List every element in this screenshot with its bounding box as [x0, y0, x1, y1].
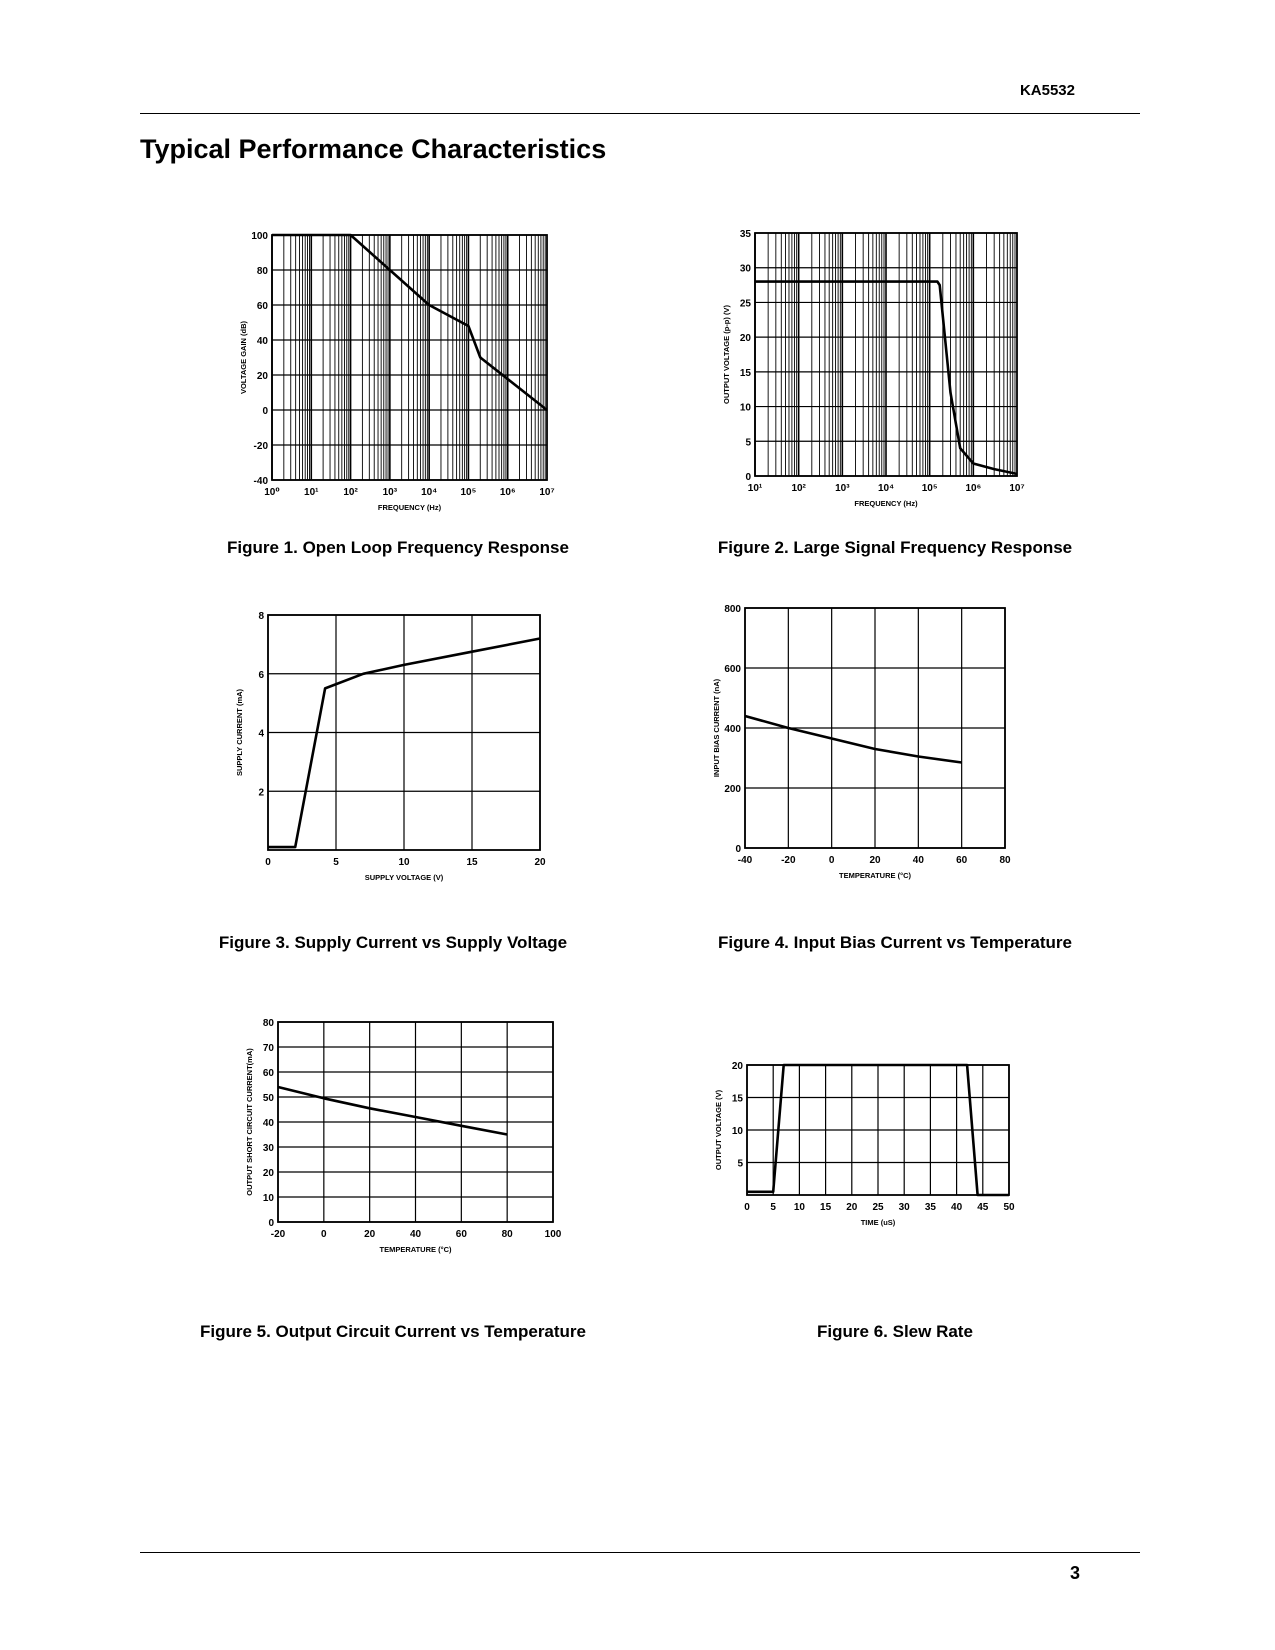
- page-title: Typical Performance Characteristics: [140, 134, 607, 164]
- y-tick-label: 800: [724, 604, 741, 615]
- y-tick-label: 60: [256, 301, 268, 312]
- y-tick-label: 10: [262, 1193, 274, 1204]
- y-tick-label: 10: [731, 1126, 743, 1137]
- x-tick-label: 10¹: [747, 483, 763, 494]
- y-axis-label: OUTPUT VOLTAGE (p-p) (V): [722, 305, 731, 404]
- figure-3-caption: Figure 3. Supply Current vs Supply Voltage: [218, 933, 568, 952]
- x-tick-label: 25: [872, 1202, 884, 1213]
- y-tick-label: 80: [262, 1018, 274, 1029]
- x-tick-label: 0: [744, 1202, 750, 1213]
- x-axis-label: SUPPLY VOLTAGE (V): [364, 873, 444, 882]
- figure-2: [722, 225, 1055, 525]
- y-tick-label: 0: [735, 844, 741, 855]
- x-tick-label: 30: [898, 1202, 910, 1213]
- x-tick-label: 20: [534, 857, 546, 868]
- x-tick-label: 0: [265, 857, 271, 868]
- x-tick-label: 10⁵: [921, 483, 938, 494]
- x-tick-label: 10²: [791, 483, 806, 494]
- x-tick-label: 40: [951, 1202, 963, 1213]
- x-tick-label: 0: [321, 1229, 327, 1240]
- y-axis-label: SUPPLY CURRENT (mA): [235, 688, 244, 777]
- x-axis-label: FREQUENCY (Hz): [854, 499, 918, 508]
- open-loop-frequency-chart: [240, 225, 560, 515]
- figure-6-caption: Figure 6. Slew Rate: [817, 1322, 973, 1341]
- x-tick-label: 10⁶: [499, 487, 516, 498]
- x-tick-label: 100: [544, 1229, 562, 1240]
- y-tick-label: 400: [724, 724, 741, 735]
- y-axis-label: OUTPUT SHORT CIRCUIT CURRENT(mA): [245, 1048, 254, 1196]
- y-tick-label: 60: [262, 1068, 274, 1079]
- x-axis-label: FREQUENCY (Hz): [377, 503, 442, 512]
- x-tick-label: 10⁷: [539, 487, 555, 498]
- figure-5-caption: Figure 5. Output Circuit Current vs Temperature: [199, 1322, 587, 1341]
- x-tick-label: -40: [737, 855, 753, 866]
- x-tick-label: 10: [793, 1202, 805, 1213]
- x-tick-label: 15: [820, 1202, 832, 1213]
- x-tick-label: 5: [333, 857, 339, 868]
- y-tick-label: 70: [262, 1043, 274, 1054]
- x-tick-label: 20: [869, 855, 881, 866]
- y-tick-label: 15: [731, 1093, 743, 1105]
- y-tick-label: 30: [262, 1143, 274, 1154]
- x-tick-label: 20: [846, 1202, 858, 1213]
- y-tick-label: 80: [256, 266, 268, 277]
- figure-4-caption: Figure 4. Input Bias Current vs Temperature: [718, 933, 1072, 952]
- x-tick-label: 10⁴: [421, 487, 438, 498]
- figure-5: [240, 1012, 560, 1307]
- x-tick-label: 10⁴: [877, 483, 895, 494]
- x-tick-label: 10⁷: [1009, 483, 1025, 494]
- x-tick-label: 10¹: [304, 487, 319, 498]
- x-tick-label: 10⁵: [460, 487, 477, 498]
- y-tick-label: 20: [731, 1061, 743, 1072]
- y-tick-label: 35: [739, 229, 751, 240]
- header-rule: [140, 113, 1140, 114]
- chart-gridlines: [278, 1022, 553, 1222]
- y-tick-label: 30: [739, 263, 751, 275]
- y-tick-label: 6: [258, 669, 264, 681]
- x-tick-label: 45: [977, 1202, 989, 1213]
- footer-rule: [140, 1552, 1140, 1553]
- chart-gridlines: [268, 615, 540, 850]
- y-tick-label: 4: [258, 728, 264, 740]
- x-tick-label: 10³: [835, 483, 850, 494]
- y-axis-label: OUTPUT VOLTAGE (V): [714, 1089, 723, 1171]
- y-tick-label: 40: [256, 336, 268, 347]
- page-number: 3: [1069, 1563, 1080, 1583]
- y-tick-label: 200: [724, 784, 741, 795]
- figure-1-caption: Figure 1. Open Loop Frequency Response: [227, 538, 569, 557]
- x-tick-label: 80: [999, 855, 1011, 866]
- x-tick-label: 15: [466, 857, 478, 868]
- y-tick-label: 8: [258, 611, 264, 622]
- figure-3: [235, 611, 560, 915]
- y-tick-label: 5: [737, 1158, 743, 1170]
- x-tick-label: 80: [501, 1229, 513, 1240]
- y-tick-label: 0: [262, 406, 268, 417]
- chart-gridlines: [755, 233, 1017, 476]
- y-tick-label: 2: [258, 787, 264, 799]
- input-bias-current-chart: [712, 604, 1055, 913]
- y-axis-label: VOLTAGE GAIN (dB): [239, 320, 248, 395]
- figure-4: [712, 604, 1055, 913]
- y-tick-label: -40: [253, 476, 268, 487]
- x-tick-label: 10²: [343, 487, 358, 498]
- y-tick-label: 10: [739, 402, 751, 414]
- x-tick-label: 0: [828, 855, 835, 866]
- y-axis-label: INPUT BIAS CURRENT (nA): [712, 678, 721, 778]
- y-tick-label: 0: [745, 472, 751, 483]
- short-circuit-current-chart: [240, 1012, 560, 1307]
- x-tick-label: -20: [781, 855, 796, 866]
- x-tick-label: 5: [770, 1202, 776, 1213]
- y-tick-label: 0: [268, 1218, 274, 1229]
- series-line: [278, 1087, 507, 1135]
- figure-6: [714, 1055, 1055, 1255]
- x-tick-label: 60: [956, 855, 968, 866]
- x-tick-label: 40: [912, 855, 924, 866]
- x-axis-label: TEMPERATURE (°C): [838, 871, 912, 880]
- x-axis-label: TIME (uS): [860, 1218, 896, 1227]
- x-tick-label: 20: [364, 1229, 376, 1240]
- x-tick-label: 10: [398, 857, 410, 868]
- x-tick-label: 10⁰: [264, 487, 280, 498]
- x-tick-label: 10³: [382, 487, 398, 498]
- x-tick-label: -20: [270, 1229, 286, 1240]
- x-tick-label: 35: [924, 1202, 936, 1213]
- supply-current-chart: [235, 611, 560, 915]
- figure-1: [240, 225, 560, 515]
- x-tick-label: 10⁶: [965, 483, 982, 494]
- y-tick-label: 25: [739, 298, 751, 310]
- y-tick-label: 600: [724, 664, 741, 675]
- x-axis-label: TEMPERATURE (°C): [379, 1245, 452, 1254]
- large-signal-frequency-chart: [722, 225, 1055, 525]
- y-tick-label: 5: [745, 437, 751, 449]
- series-line: [745, 716, 962, 763]
- y-tick-label: 50: [262, 1093, 274, 1104]
- y-tick-label: -20: [253, 441, 268, 452]
- x-tick-label: 40: [409, 1229, 422, 1240]
- figure-2-caption: Figure 2. Large Signal Frequency Response: [717, 538, 1073, 557]
- header-part-number: KA5532: [1019, 82, 1075, 99]
- y-tick-label: 20: [256, 371, 268, 382]
- chart-gridlines: [272, 235, 547, 480]
- y-tick-label: 20: [739, 333, 751, 345]
- slew-rate-chart: [714, 1055, 1055, 1255]
- y-tick-label: 40: [262, 1118, 274, 1129]
- y-tick-label: 15: [739, 367, 751, 379]
- x-tick-label: 60: [455, 1229, 467, 1240]
- y-tick-label: 100: [251, 231, 268, 242]
- y-tick-label: 20: [262, 1168, 274, 1179]
- x-tick-label: 50: [1003, 1202, 1015, 1213]
